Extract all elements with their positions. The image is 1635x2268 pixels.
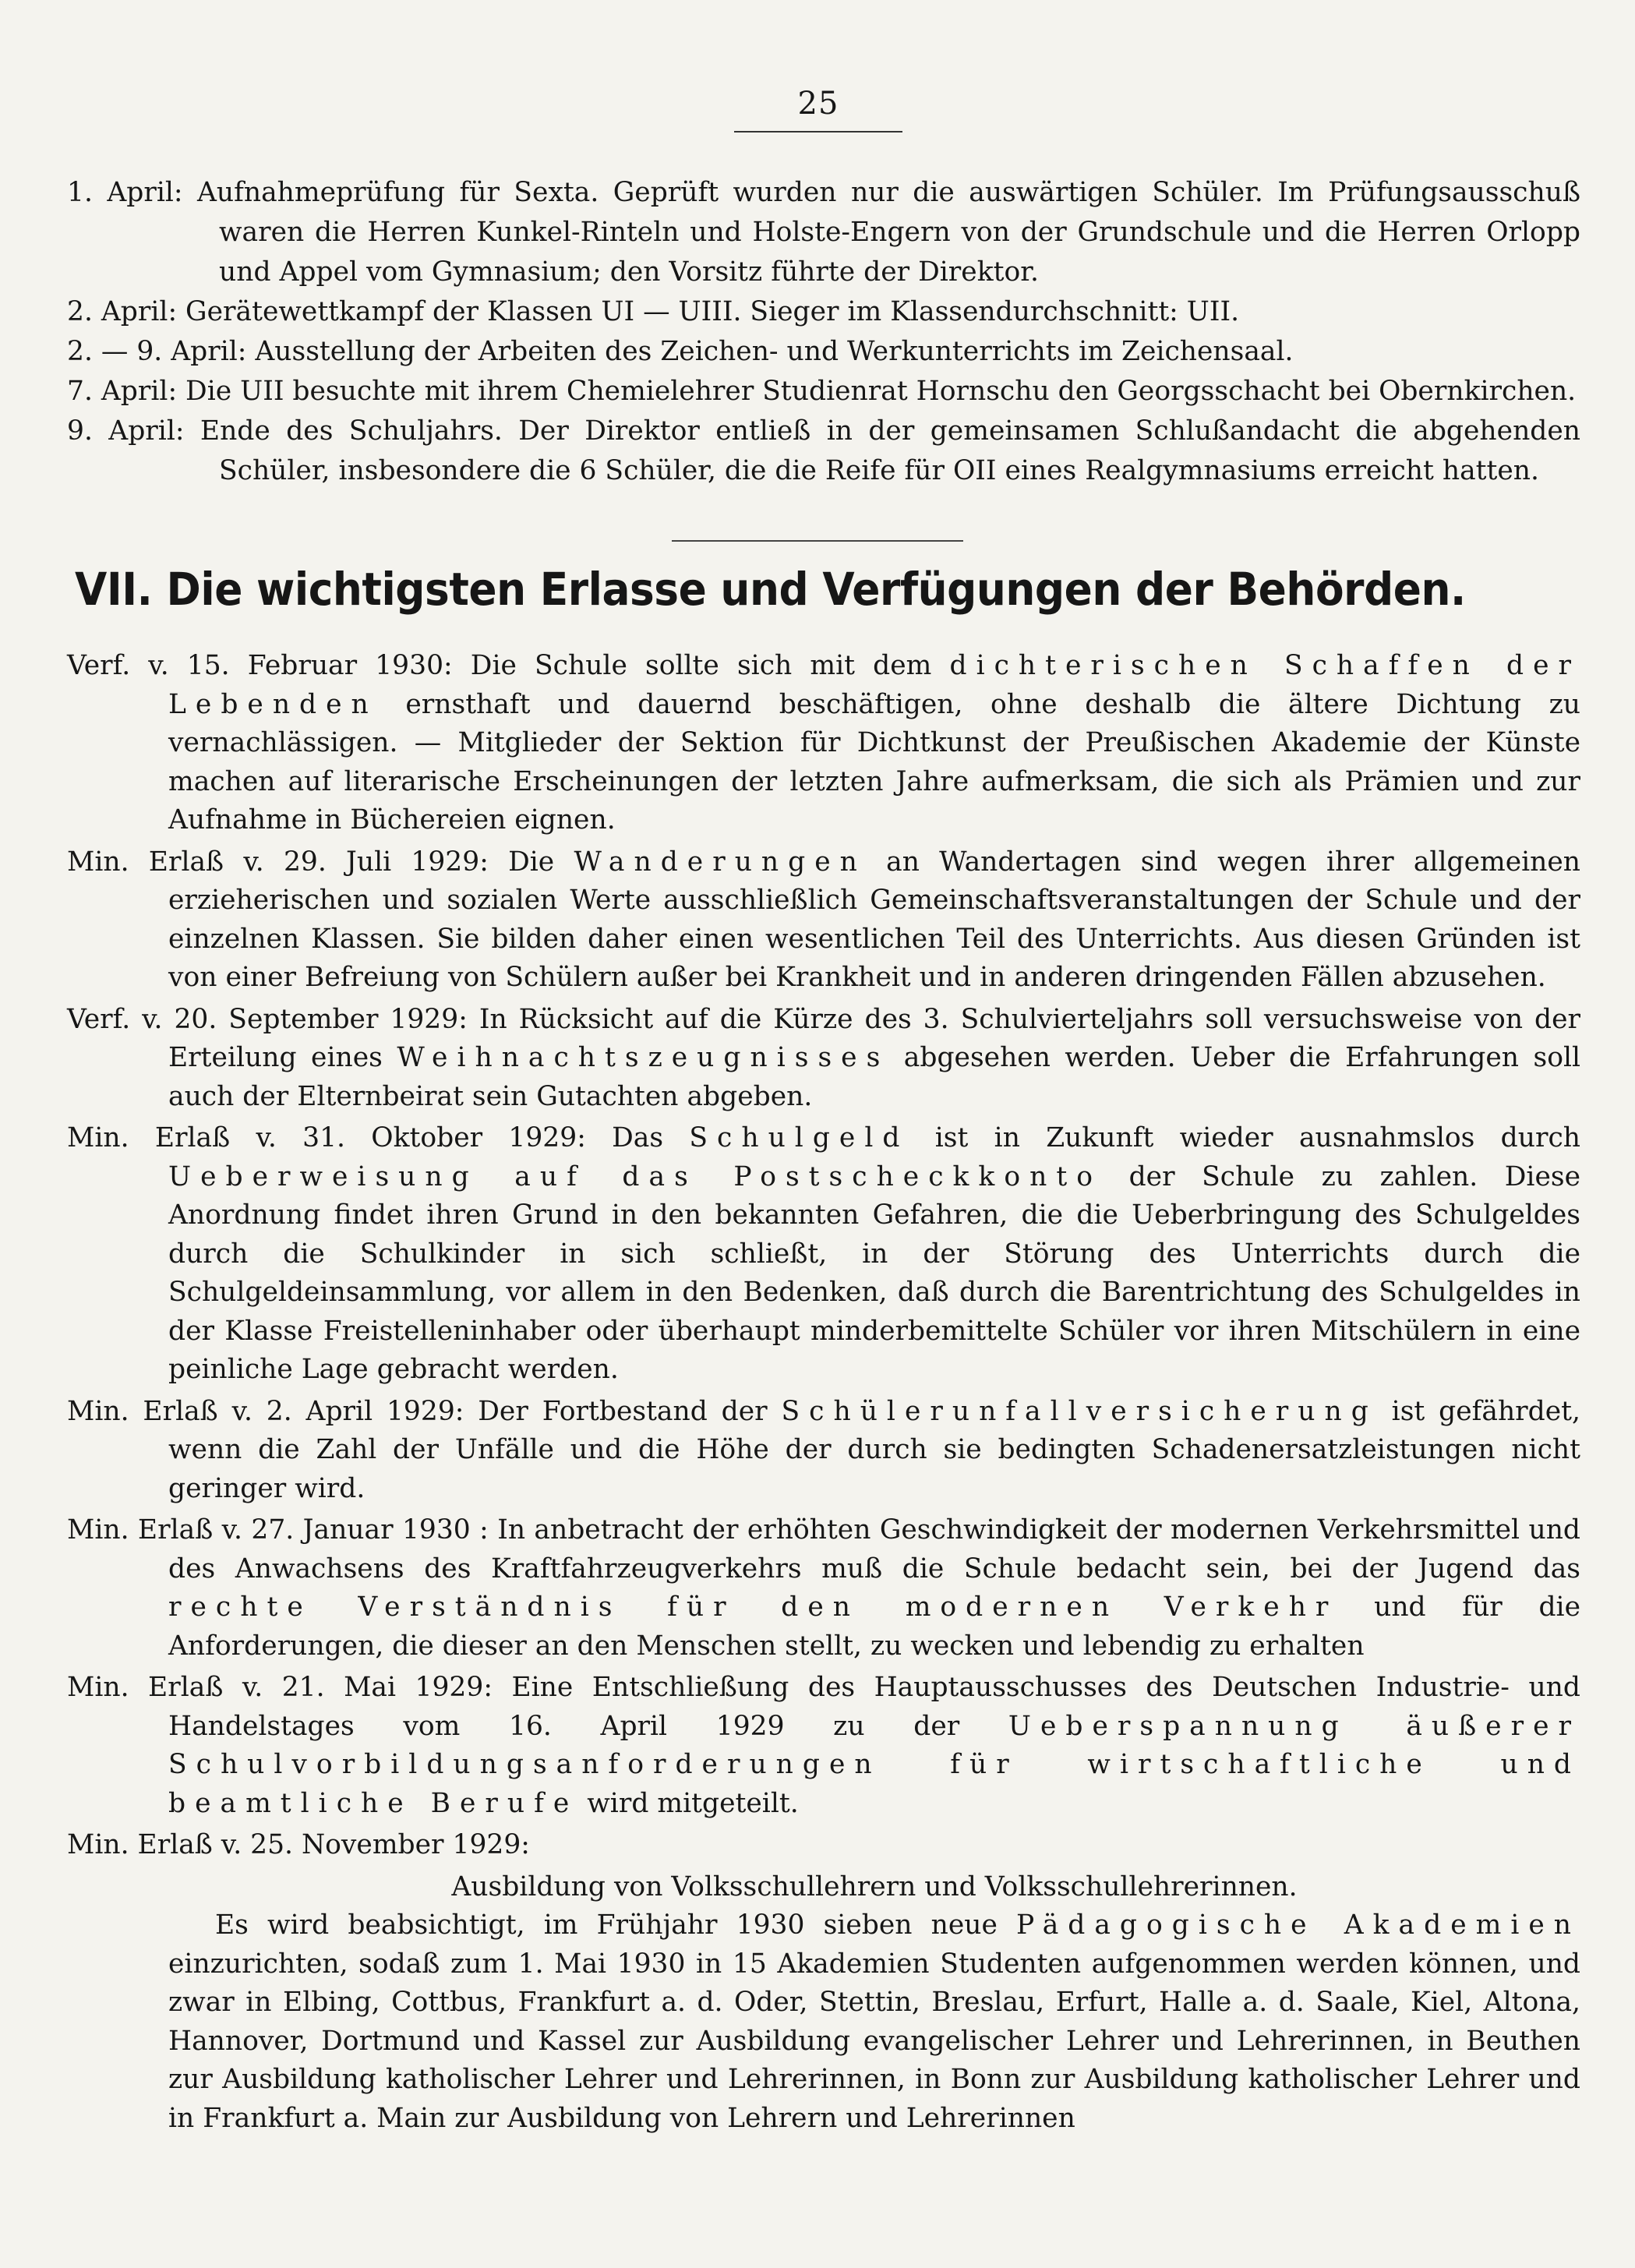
chronicle-entry [67,173,1580,292]
decree-item [67,1001,1580,1117]
decree-ref: Min. Erlaß v. 2. April 1929: [67,1395,464,1427]
page-number: 25 [797,86,839,122]
school-chronicle [67,173,1580,491]
decree-item [67,1826,1580,1865]
decree-text: Die Schule sollte sich mit dem [470,650,932,681]
chronicle-date: 1. April: [67,177,183,208]
decree-text: ernsthaft und dauernd beschäftigen, ohne deshalb die ältere Dichtung zu vernachlässigen. — Mitglieder der Sektion für Dichtkunst der Preußischen Akademie der Künste machen auf literarische Erscheinungen der letzten Jahre aufmerksam, die sich als Prämien und zur Aufnahme in Büchereien eignen. [168,688,1581,835]
decree-text: einzurichten, sodaß zum 1. Mai 1930 in 15 Akademien Studenten aufgenommen werden können, und zwar in Elbing, Cottbus, Frankfurt a. d. Oder, Stettin, Breslau, Erfurt, Halle a. d. Saale, Kiel, Altona, Hannover, Dortmund und Kassel zur Ausbildung evangelischer Lehrer und Lehrerinnen, in Beuthen zur Ausbildung katholischer Lehrer und Lehrerinnen, in Bonn zur Ausbildung katholischer Lehrer und in Frankfurt a. Main zur Ausbildung von Lehrern und Lehrerinnen [168,1948,1580,2134]
decree-ref: Min. Erlaß v. 31. Oktober 1929: [67,1122,586,1153]
chronicle-text: Ende des Schuljahrs. Der Direktor entließ in der gemeinsamen Schlußandacht die abgehenden Schüler, insbesondere die 6 Schüler, die die Reife für OII eines Realgymnasiums erreicht hatten. [200,415,1581,486]
decree-text: wird mitgeteilt. [587,1787,799,1819]
chronicle-date: 2. April: [67,296,178,327]
decree-emphasis: dichterischen Schaffen der Lebenden [168,650,1581,720]
chronicle-text: Gerätewettkampf der Klassen UI — UIII. Sieger im Klassendurchschnitt: UII. [185,296,1240,327]
chronicle-entry [67,412,1580,491]
decree-emphasis: Ueberspannung äußerer Schulvorbildungsanforderungen für wirtschaftliche und beamtliche Berufe [168,1710,1580,1819]
decree-item [67,843,1580,998]
decree-emphasis: Weihnachtszeugnisses [397,1042,890,1073]
decree-text: abgesehen werden. Ueber die Erfahrungen soll auch der Elternbeirat sein Gutachten abgeben. [168,1042,1581,1112]
decree-list [67,647,1580,2138]
decree-text: ist in Zukunft wieder ausnahmslos durch [934,1122,1581,1153]
decree-ref: Min. Erlaß v. 25. November 1929: [67,1829,530,1860]
decree-text: Die [508,846,555,878]
decree-text: und für die Anforderungen, die dieser an den Menschen stellt, zu wecken und lebendig zu erhalten [168,1591,1580,1662]
decree-text: der Schule zu zahlen. Diese Anordnung findet ihren Grund in den bekannten Gefahren, die die Ueberbringung des Schulgeldes durch die Schulkinder in sich schließt, in der Störung des Unterrichts durch die Schulgeldeinsammlung, vor allem in den Bedenken, daß durch die Barentrichtung des Schulgeldes in der Klasse Freistelleninhaber oder überhaupt minderbemittelte Schüler vor ihren Mitschülern in eine peinliche Lage gebracht werden. [168,1160,1580,1385]
decree-item [67,1393,1580,1509]
decree-emphasis: Wanderungen [574,846,867,878]
decree-emphasis: rechte Verständnis für den modernen Verkehr [168,1591,1338,1623]
decree-text: ist gefährdet, wenn die Zahl der Unfälle und die Höhe der durch sie bedingten Schadenersatzleistungen nicht geringer wird. [168,1395,1581,1504]
decree-item [67,1511,1580,1666]
decree-item [67,647,1580,840]
decree-subheading: Ausbildung von Volksschullehrern und Volksschullehrerinnen. [451,1871,1298,1902]
decree-emphasis: Ueberweisung auf das Postscheckkonto [168,1160,1102,1192]
decree-ref: Verf. v. 20. September 1929: [67,1003,468,1035]
decree-ref: Min. Erlaß v. 21. Mai 1929: [67,1672,493,1703]
page-number-rule [734,131,902,132]
decree-text: In Rücksicht auf die Kürze des 3. Schulvierteljahrs soll versuchsweise von der Erteilung eines [168,1003,1581,1073]
decree-body [67,1906,1580,2138]
chronicle-date: 2. — 9. April: [67,336,247,367]
decree-item [67,1119,1580,1390]
decree-ref: Min. Erlaß v. 27. Januar 1930 : [67,1514,489,1546]
chronicle-date: 9. April: [67,415,185,447]
decree-ref: Verf. v. 15. Februar 1930: [67,650,453,681]
chronicle-text: Die UII besuchte mit ihrem Chemielehrer Studienrat Hornschu den Georgsschacht bei Obernkirchen. [185,376,1577,407]
decree-text: Der Fortbestand der [478,1395,768,1427]
decree-emphasis: Pädagogische Akademien [1016,1909,1580,1941]
decree-emphasis: Schülerunfallversicherung [781,1395,1378,1427]
chronicle-entry [67,292,1580,332]
chronicle-date: 7. April: [67,376,178,407]
decree-text: an Wandertagen sind wegen ihrer allgemeinen erzieherischen und sozialen Werte ausschließlich Gemeinschaftsveranstaltungen der Schule und der einzelnen Klassen. Sie bilden daher einen wesentlichen Teil des Unterrichts. Aus diesen Gründen ist von einer Befreiung von Schülern außer bei Krankheit und in anderen dringenden Fällen abzusehen. [168,846,1581,993]
chronicle-entry [67,332,1580,372]
chronicle-text: Aufnahmeprüfung für Sexta. Geprüft wurden nur die auswärtigen Schüler. Im Prüfungsausschuß waren die Herren Kunkel-Rinteln und Holste-Engern von der Grundschule und die Herren Orlopp und Appel vom Gymnasium; den Vorsitz führte der Direktor. [196,177,1580,288]
decree-ref: Min. Erlaß v. 29. Juli 1929: [67,846,489,878]
chronicle-text: Ausstellung der Arbeiten des Zeichen- und Werkunterrichts im Zeichensaal. [255,336,1294,367]
section-separator [672,540,963,542]
decree-text: Es wird beabsichtigt, im Frühjahr 1930 sieben neue [215,1909,998,1941]
chronicle-entry [67,372,1580,412]
decree-item [67,1669,1580,1823]
section-title: VII. Die wichtigsten Erlasse und Verfügungen der Behörden. [75,563,1466,616]
decree-text: In anbetracht der erhöhten Geschwindigkeit der modernen Verkehrsmittel und des Anwachsens des Kraftfahrzeugverkehrs muß die Schule bedacht sein, bei der Jugend das [168,1514,1581,1584]
decree-emphasis: Schulgeld [689,1122,909,1153]
decree-text: Eine Entschließung des Hauptausschusses des Deutschen Industrie- und Handelstages vom 16. April 1929 zu der [168,1672,1580,1742]
decree-text: Das [612,1122,664,1153]
